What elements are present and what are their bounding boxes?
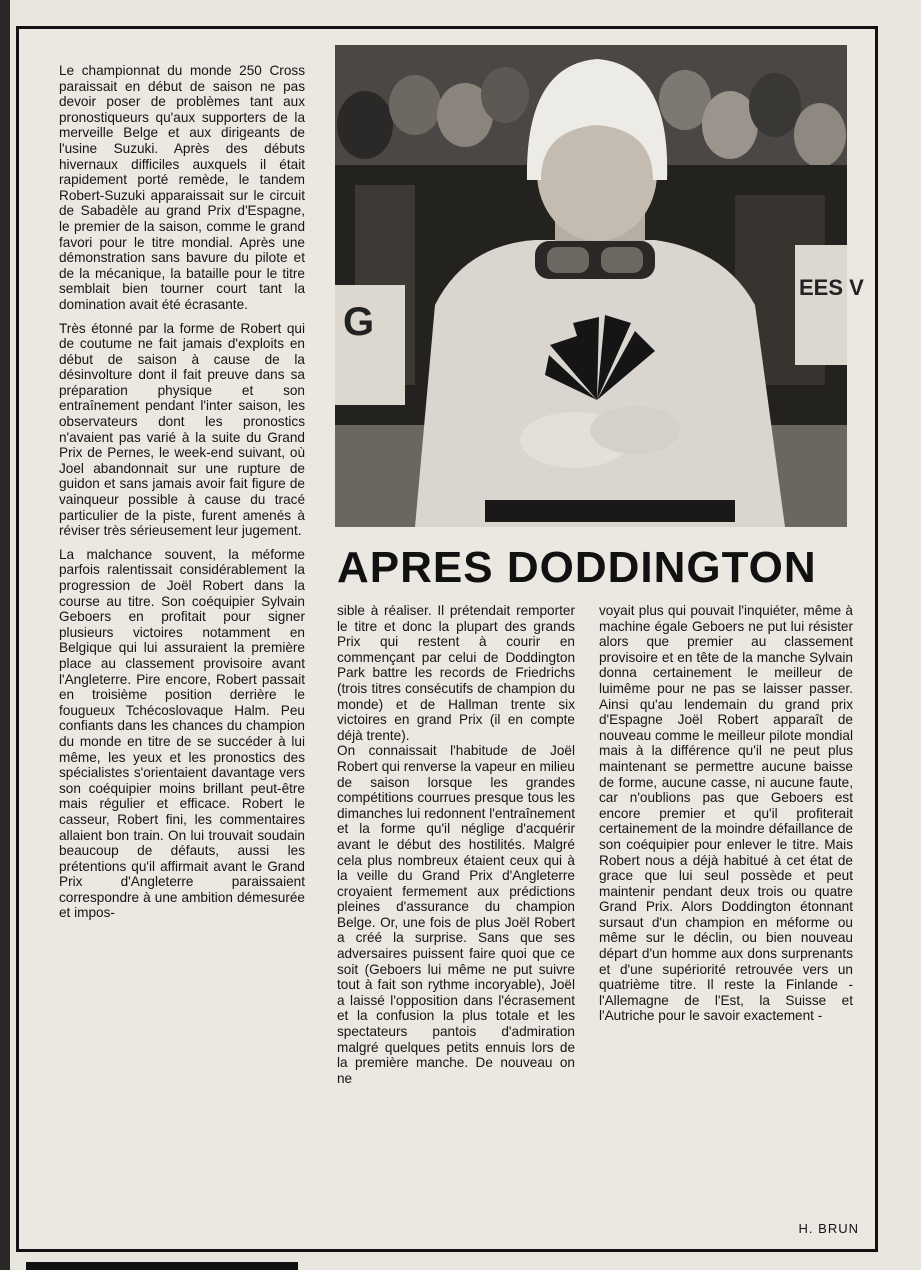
paragraph: Le championnat du monde 250 Cross paraissait en début de saison ne pas devoir poser de problèmes tant aux pronostiqueurs qu'aux supporters de la merveille Belge et aux dirigeants de l'usine Suzuki. Après des débuts hivernaux difficiles auxquels il était rapidement porté remède, le tandem Robert-Suzuki apparaissait sur le circuit de Sabadèle au grand Prix d'Espagne, le premier de la saison, comme le grand favori pour le titre mondial. Après une démonstration sans bavure du pilote et de la mécanique, la bataille pour le titre semblait bien tourner court tant la domination avait été écrasante. xyxy=(59,63,305,312)
column-left xyxy=(59,63,305,929)
paragraph: La malchance souvent, la méforme parfois ralentissait considérablement la progression de Joël Robert dans la course au titre. Son coéquipier Sylvain Geboers en profitait pour signer plusieurs victoires notamment en Belgique qui lui assuraient la première place au classement provisoire avant l'Angleterre. Pire encore, Robert passait en troisième position derrière le fougueux Tchécoslovaque Halm. Peu confiants dans les chances du champion du monde en titre de se succéder à lui même, les yeux et les pronostics des spécialistes s'orientaient davantage vers son coéquipier moins brillant peut-être mais régulier et efficace. Robert le casseur, Robert fini, les commentaires allaient bon train. On lui trouvait soudain beaucoup de défauts, aussi les prétentions qu'il affirmait avant le Grand Prix d'Angleterre paraissaient correspondre à une ambition démesurée et impos- xyxy=(59,546,305,921)
banner-letters-right: EES V xyxy=(799,275,864,300)
paragraph: On connaissait l'habitude de Joël Robert qui renverse la vapeur en milieu de saison lorsque les grandes compétitions courrues presque tous les dimanches lui redonnent l'entraînement et la forme qu'il néglige d'acquérir avant le début des hostilités. Malgré cela plus nombreux étaient ceux qui à la veille du Grand Prix d'Angleterre croyaient fermement aux prédictions pleines d'assurance du champion Belge. Or, une fois de plus Joël Robert a créé la surprise. Sans que ses adversaires puissent faire quoi que ce soit (Geboers lui même ne put suivre tout à fait son rythme incoryable), Joël a laissé l'opposition dans l'écrasement et la confusion la plus totale et les spectateurs pantois d'admiration malgré quelques petits ennuis lors de la première manche. De nouveau on ne xyxy=(337,743,575,1086)
author-byline: H. BRUN xyxy=(798,1221,859,1236)
page-edge xyxy=(0,0,10,1270)
article-headline: APRES DODDINGTON xyxy=(337,543,817,592)
article-frame xyxy=(16,26,878,1252)
rider-photo xyxy=(335,45,864,527)
paragraph: voyait plus qui pouvait l'inquiéter, même à machine égale Geboers ne put lui résister alors que premier au classement provisoire et en tête de la manche Sylvain donna certainement le meilleur de luimême pour ne pas se laisser passer. Ainsi qu'au lendemain du grand prix d'Espagne Joël Robert apparaît de nouveau comme le meilleur pilote mondial mais à la différence qu'il ne peut plus maintenant se permettre aucune baisse de forme, aucune casse, ni aucune faute, car n'oublions pas que Geboers est encore premier et qu'il profiterait certainement de la moindre défaillance de son coéquipier pour enlever le titre. Mais Robert nous a déjà habitué à cet état de grace que lui seul possède et peut maintenir pendant deux trois ou quatre Grand Prix. Alors Doddington étonnant sursaut d'un champion en méforme ou même sur le déclin, ou bien nouveau départ d'un homme aux dons surprenants et d'une supériorité retrouvée vers un quatrième titre. Il reste la Finlande - l'Allemagne de l'Est, la Suisse et l'Autriche pour le savoir exactement - xyxy=(599,603,853,1024)
column-right xyxy=(599,603,853,1032)
paragraph: Très étonné par la forme de Robert qui de coutume ne fait jamais d'exploits en début de saison à cause de la désinvolture dont il fait preuve dans sa préparation physique et son entraînement pendant l'inter saison, les observateurs dont les pronostics n'avaient pas varié à la suite du Grand Prix de Pernes, le week-end suivant, où Joel abandonnait sur une rupture de guidon et sans jamais avoir fait figure de vainqueur possible à cause du tracé particulier de la piste, furent amenés à réviser très sérieusement leur jugement. xyxy=(59,320,305,539)
rider-photo-illustration xyxy=(335,45,864,527)
banner-letter: G xyxy=(343,300,375,344)
column-middle xyxy=(337,603,575,1094)
page-footer-bar xyxy=(26,1262,298,1270)
paragraph: sible à réaliser. Il prétendait remporter le titre et donc la plupart des grands Prix qui restent à courir en commençant par celui de Doddington Park battre les records de Friedrichs (trois titres consécutifs de champion du monde) et de Hallman trente six victoires en grand Prix (il en compte déjà trente). xyxy=(337,603,575,743)
